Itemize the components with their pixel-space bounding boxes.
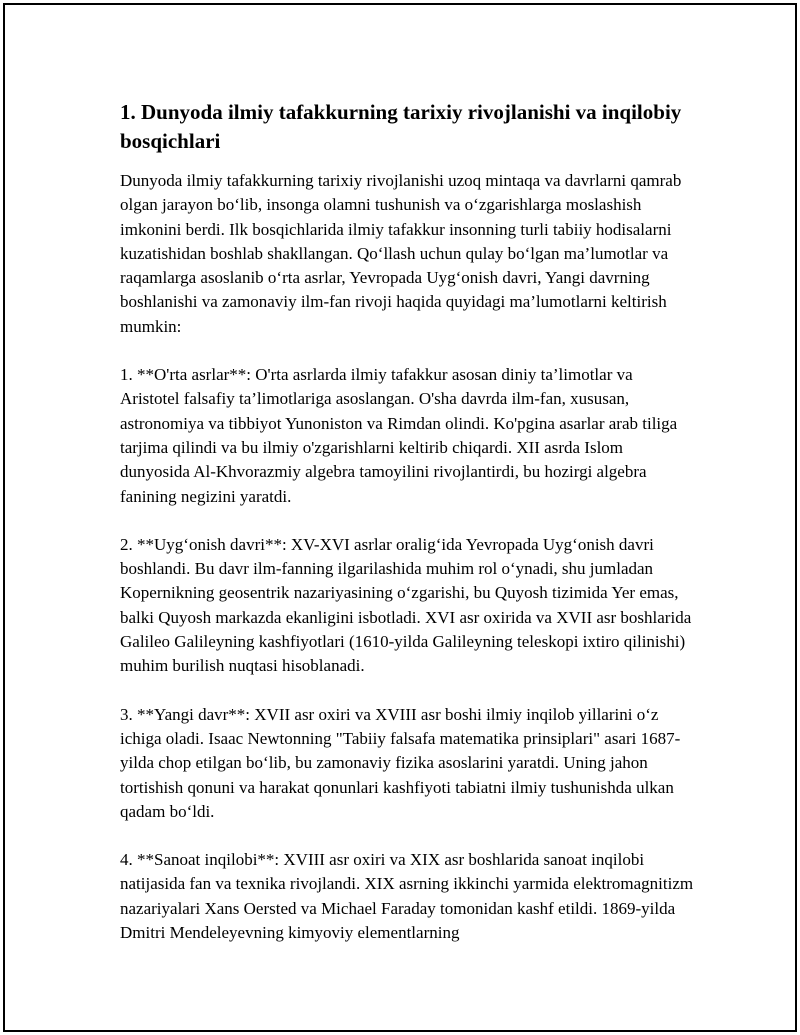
paragraph-middle-ages: 1. **O'rta asrlar**: O'rta asrlarda ilmiy tafakkur asosan diniy ta’limotlar va Aristotel falsafiy ta’limotlariga asoslangan. O'sha davrda ilm-fan, xususan, astronomiya va tibbiyot Yunoniston va Rimdan olindi. Ko'pgina asarlar arab tiliga tarjima qilindi va bu ilmiy o'zgarishlarni keltirib chiqardi. XII asrda Islom dunyosida Al-Khvorazmiy algebra tamoyilini rivojlantirdi, bu hozirgi algebra fanining negizini yaratdi. xyxy=(120,365,678,506)
section-heading: 1. Dunyoda ilmiy tafakkurning tarixiy rivojlanishi va inqilobiy bosqichlari xyxy=(120,100,682,153)
paragraph-renaissance: 2. **Uyg‘onish davri**: XV-XVI asrlar oralig‘ida Yevropada Uyg‘onish davri boshlandi. Bu davr ilm-fanning ilgarilashida muhim rol o‘ynadi, shu jumladan Kopernikning geosentrik nazariyasining o‘zgarishi, bu Quyosh tizimida Yer emas, balki Quyosh markazda ekanligini isbotladi. XVI asr oxirida va XVII asr boshlarida Galileo Galileyning kashfiyotlari (1610-yilda Galileyning teleskopi ixtiro qilinishi) muhim burilish nuqtasi hisoblanadi. xyxy=(120,534,692,676)
paragraph-industrial-revolution: 4. **Sanoat inqilobi**: XVIII asr oxiri va XIX asr boshlarida sanoat inqilobi natijasida fan va texnika rivojlandi. XIX asrning ikkinchi yarmida elektromagnitizm nazariyalari Xans Oersted va Michael Faraday tomonidan kashf etildi. 1869-yilda Dmitri Mendeleyevning kimyoviy elementlarning xyxy=(120,850,694,943)
page-frame xyxy=(3,3,797,1032)
paragraph-new-era: 3. **Yangi davr**: XVII asr oxiri va XVIII asr boshi ilmiy inqilob yillarini o‘z ichiga oladi. Isaac Newtonning "Tabiiy falsafa matematika prinsiplari" asari 1687-yilda chop etilgan bo‘lib, bu zamonaviy fizika asoslarini yaratdi. Uning jahon tortishish qonuni va harakat qonunlari kashfiyoti tabiatni ilmiy tushunishda ulkan qadam bo‘ldi. xyxy=(120,704,681,821)
intro-paragraph: Dunyoda ilmiy tafakkurning tarixiy rivojlanishi uzoq mintaqa va davrlarni qamrab olgan jarayon bo‘lib, insonga olamni tushunish va o‘zgarishlarga moslashish imkonini berdi. Ilk bosqichlarida ilmiy tafakkur insonning turli tabiiy hodisalarni kuzatishidan boshlab shakllangan. Qo‘llash uchun qulay bo‘lgan ma’lumotlar va raqamlarga asoslanib o‘rta asrlar, Yevropada Uyg‘onish davri, Yangi davrning boshlanishi va zamonaviy ilm-fan rivoji haqida quyidagi ma’lumotlarni keltirish mumkin: xyxy=(120,171,682,336)
document-body xyxy=(120,98,695,969)
